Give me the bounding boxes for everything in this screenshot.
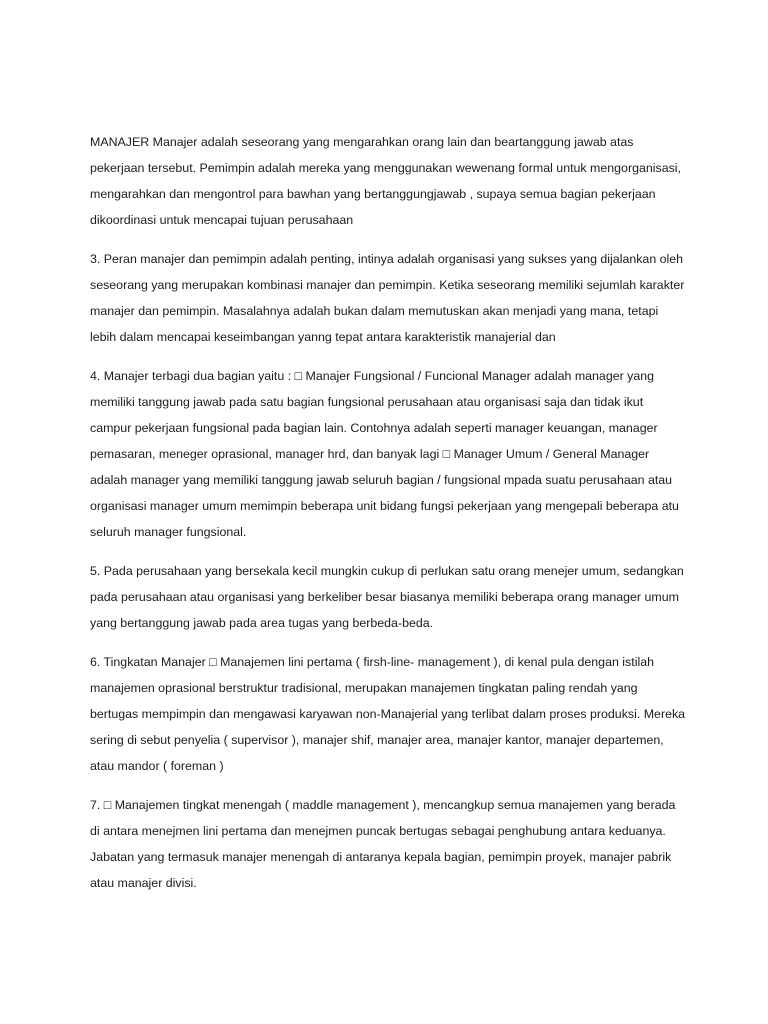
paragraph-jenis-manajer: 4. Manajer terbagi dua bagian yaitu : □ Manajer Fungsional / Funcional Manager adalah manager yang memiliki tanggung jawab pada satu bagian fungsional perusahaan atau organisasi saja dan tidak ikut campur pekerjaan fungsional pada bagian lain. Contohnya adalah seperti manager keuangan, manager pemasaran, meneger oprasional, manager hrd, dan banyak lagi □ Manager Umum / General Manager adalah manager yang memiliki tanggung jawab seluruh bagian / fungsional mpada suatu perusahaan atau organisasi manager umum memimpin beberapa unit bidang fungsi pekerjaan yang mengepali beberapa atu seluruh manager fungsional. (90, 369, 679, 539)
paragraph-skala-perusahaan: 5. Pada perusahaan yang bersekala kecil mungkin cukup di perlukan satu orang menejer umum, sedangkan pada perusahaan atau organisasi yang berkeliber besar biasanya memiliki beberapa orang manager umum yang bertanggung jawab pada area tugas yang berbeda-beda. (90, 564, 684, 630)
paragraph-tingkatan-manajer: 6. Tingkatan Manajer □ Manajemen lini pertama ( firsh-line- management ), di kenal pula dengan istilah manajemen oprasional berstruktur tradisional, merupakan manajemen tingkatan paling rendah yang bertugas mempimpin dan mengawasi karyawan non-Manajerial yang terlibat dalam proses produksi. Mereka sering di sebut penyelia ( supervisor ), manajer shif, manajer area, manajer kantor, manajer departemen, atau mandor ( foreman ) (90, 655, 686, 773)
paragraph-manajer-definition: MANAJER Manajer adalah seseorang yang mengarahkan orang lain dan beartanggung jawab atas pekerjaan tersebut. Pemimpin adalah mereka yang menggunakan wewenang formal untuk mengorganisasi, mengarahkan dan mengontrol para bawhan yang bertanggungjawab , supaya semua bagian pekerjaan dikoordinasi untuk mencapai tujuan perusahaan (90, 135, 681, 227)
paragraph-peran-manajer: 3. Peran manajer dan pemimpin adalah penting, intinya adalah organisasi yang sukses yang dijalankan oleh seseorang yang merupakan kombinasi manajer dan pemimpin. Ketika seseorang memiliki sejumlah karakter manajer dan pemimpin. Masalahnya adalah bukan dalam memutuskan akan menjadi yang mana, tetapi lebih dalam mencapai keseimbangan yanng tepat antara karakteristik manajerial dan (90, 252, 685, 344)
paragraph-manajemen-menengah: 7. □ Manajemen tingkat menengah ( maddle management ), mencangkup semua manajemen yang berada di antara menejmen lini pertama dan menejmen puncak bertugas sebagai penghubung antara keduanya. Jabatan yang termasuk manajer menengah di antaranya kepala bagian, pemimpin proyek, manajer pabrik atau manajer divisi. (90, 798, 676, 890)
document-body (90, 129, 686, 909)
